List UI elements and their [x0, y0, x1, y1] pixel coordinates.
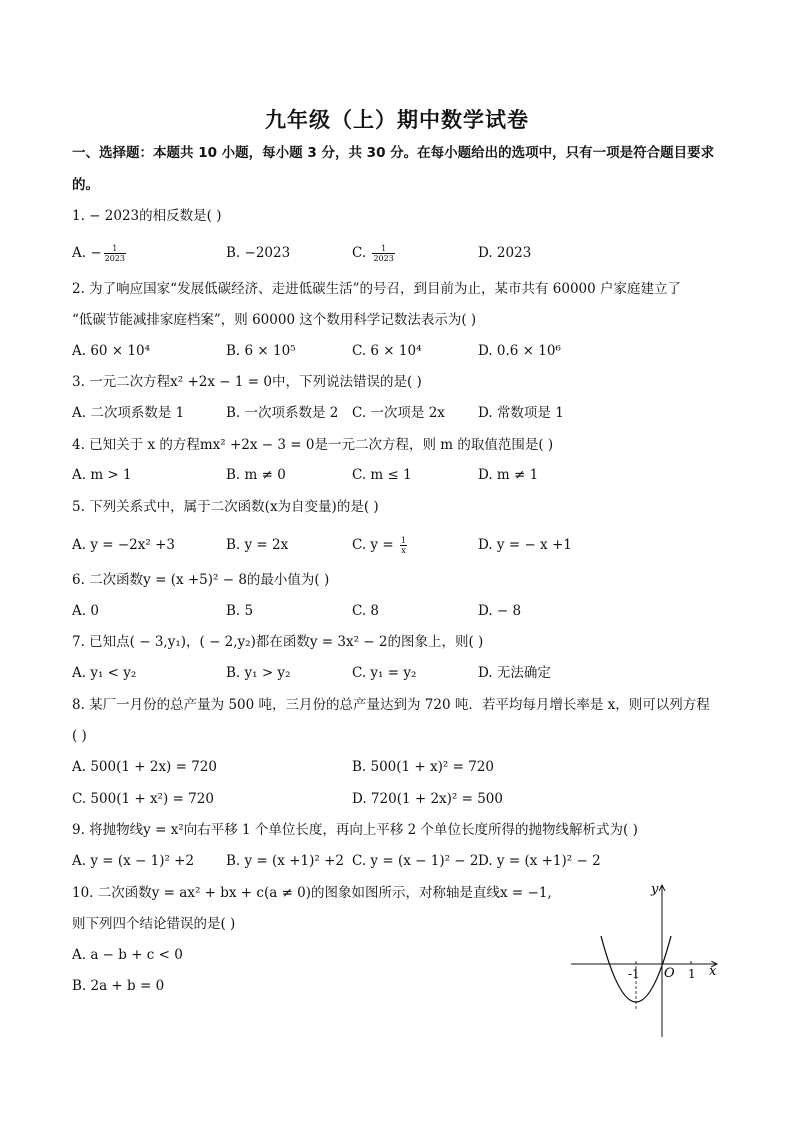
x-axis-label: x: [709, 964, 717, 979]
question-2-stem-line2: “低碳节能减排家庭档案”，则 60000 这个数用科学记数法表示为( ): [72, 312, 477, 328]
question-8-stem-line1: 8. 某厂一月份的总产量为 500 吨，三月份的总产量达到为 720 吨．若平均每月增长率是 x，则可以列方程: [72, 697, 710, 713]
question-6-option-a: A. 0: [72, 603, 99, 619]
fraction: [372, 244, 394, 263]
question-1-option-b: B. −2023: [226, 245, 291, 261]
question-8-option-c: C. 500(1 + x²) = 720: [72, 791, 214, 807]
question-7-option-a: A. y₁ < y₂: [72, 665, 137, 681]
question-10-stem-line2: 则下列四个结论错误的是( ): [72, 916, 236, 932]
question-6-option-d: D. − 8: [478, 603, 522, 619]
option-prefix: A. −: [72, 245, 102, 261]
question-2-option-c: C. 6 × 10⁴: [352, 343, 422, 359]
question-4-stem: 4. 已知关于 x 的方程mx² +2x − 3 = 0是一元二次方程，则 m 的取值范围是( ): [72, 437, 554, 453]
question-1-stem: 1. − 2023的相反数是( ): [72, 208, 222, 224]
question-9-option-c: C. y = (x − 1)² − 2: [352, 853, 479, 869]
fraction-numerator: 1: [104, 244, 126, 254]
question-4-option-a: A. m > 1: [72, 467, 132, 483]
question-7-stem: 7. 已知点( − 3,y₁)，( − 2,y₂)都在函数y = 3x² − 2的图象上，则( ): [72, 634, 484, 650]
section-instructions-line1: 一、选择题：本题共 10 小题，每小题 3 分，共 30 分。在每小题给出的选项中，只有一项是符合题目要求: [72, 145, 715, 161]
question-7-option-c: C. y₁ = y₂: [352, 665, 417, 681]
question-6-stem: 6. 二次函数y = (x +5)² − 8的最小值为( ): [72, 572, 330, 588]
question-5-option-c: [352, 535, 409, 555]
question-3-option-d: D. 常数项是 1: [478, 405, 564, 421]
question-2-option-d: D. 0.6 × 10⁶: [478, 343, 561, 359]
question-10-stem-line1: 10. 二次函数y = ax² + bx + c(a ≠ 0)的图象如图所示，对称轴是直线x = −1,: [72, 885, 552, 901]
parabola-graph: [565, 875, 725, 1045]
y-axis-label: y: [651, 882, 659, 897]
question-10-option-b: B. 2a + b = 0: [72, 978, 165, 994]
fraction-numerator: 1: [400, 536, 407, 545]
fraction: [104, 244, 126, 263]
question-4-option-d: D. m ≠ 1: [478, 467, 539, 483]
question-5-option-a: A. y = −2x² +3: [72, 537, 175, 553]
question-8-option-d: D. 720(1 + 2x)² = 500: [352, 791, 503, 807]
tick-neg1-label: -1: [628, 967, 640, 981]
question-8-stem-line2: ( ): [72, 728, 87, 744]
question-4-option-c: C. m ≤ 1: [352, 467, 412, 483]
option-prefix: C. y =: [352, 537, 398, 553]
question-10-option-a: A. a − b + c < 0: [72, 947, 183, 963]
question-9-option-a: A. y = (x − 1)² +2: [72, 853, 195, 869]
page-title: 九年级（上）期中数学试卷: [265, 108, 529, 132]
fraction-denominator: 2023: [104, 254, 126, 263]
option-prefix: C.: [352, 245, 371, 261]
fraction-numerator: 1: [372, 244, 394, 254]
question-9-option-b: B. y = (x +1)² +2: [226, 853, 344, 869]
question-3-option-a: A. 二次项系数是 1: [72, 405, 185, 421]
origin-label: O: [664, 966, 675, 981]
section-instructions-line2: 的。: [72, 177, 99, 193]
question-3-stem: 3. 一元二次方程x² +2x − 1 = 0中，下列说法错误的是( ): [72, 374, 422, 390]
question-9-option-d: D. y = (x +1)² − 2: [478, 853, 601, 869]
question-8-option-b: B. 500(1 + x)² = 720: [352, 759, 494, 775]
question-5-option-d: D. y = − x +1: [478, 537, 572, 553]
question-4-option-b: B. m ≠ 0: [226, 467, 286, 483]
question-1-option-c: [352, 243, 397, 263]
question-2-option-b: B. 6 × 10⁵: [226, 343, 296, 359]
tick-1-label: 1: [688, 967, 696, 981]
question-7-option-b: B. y₁ > y₂: [226, 665, 291, 681]
question-3-option-c: C. 一次项是 2x: [352, 405, 445, 421]
fraction-denominator: x: [401, 546, 406, 555]
question-6-option-c: C. 8: [352, 603, 380, 619]
question-7-option-d: D. 无法确定: [478, 665, 551, 681]
question-9-stem: 9. 将抛物线y = x²向右平移 1 个单位长度，再向上平移 2 个单位长度所得的抛物线解析式为( ): [72, 822, 638, 838]
fraction-denominator: 2023: [373, 254, 394, 263]
question-1-option-a: [72, 243, 128, 263]
question-6-option-b: B. 5: [226, 603, 254, 619]
question-3-option-b: B. 一次项系数是 2: [226, 405, 339, 421]
question-2-stem-line1: 2. 为了响应国家“发展低碳经济、走进低碳生活”的号召，到目前为止，某市共有 60000 户家庭建立了: [72, 281, 682, 297]
question-2-option-a: A. 60 × 10⁴: [72, 343, 150, 359]
fraction: [400, 536, 407, 555]
question-5-option-b: B. y = 2x: [226, 537, 289, 553]
question-8-option-a: A. 500(1 + 2x) = 720: [72, 759, 217, 775]
question-5-stem: 5. 下列关系式中，属于二次函数(x为自变量)的是( ): [72, 499, 379, 515]
question-1-option-d: D. 2023: [478, 245, 532, 261]
